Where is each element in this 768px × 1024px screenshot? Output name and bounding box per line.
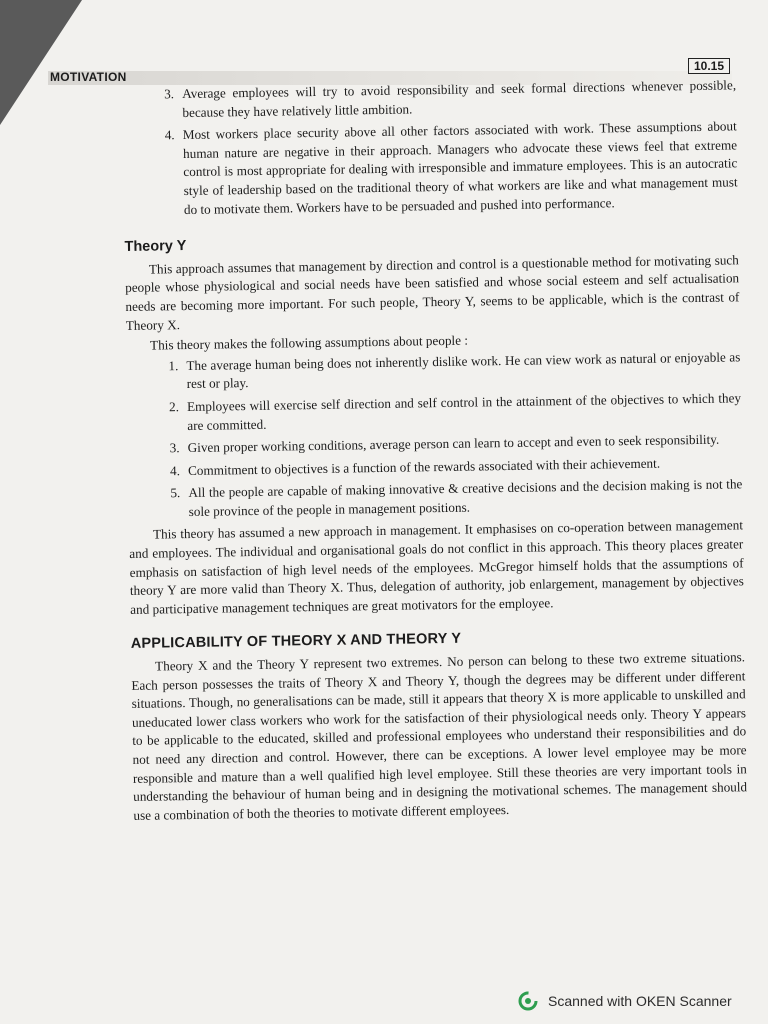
list-number: 1. <box>168 357 179 374</box>
applicability-body: Theory X and the Theory Y represent two extremes. No person can belong to these two extreme situations. Each person possesses the traits of Theory X and Theory Y, though the degrees may be different under different situations. Though, no generalisations can be made, still it appears that theory X is more applicable to unskilled and uneducated lower class workers who work for the satisfaction of their physiological needs only. Theory Y appears to be applicable to the educated, skilled and professional employees who understand their responsibilities and do not need any direction and control. However, there can be exceptions. A lower level employee may be more responsible and mature than a well qualified high level employee. Still these theories are very important tools in understanding the behaviour of human being and in designing the motivational schemes. The management should use a combination of both the theories to motivate different employees. <box>131 649 748 823</box>
list-item <box>126 348 741 395</box>
theory-y-intro: This approach assumes that management by direction and control is a questionable method for motivating such people whose physiological and social needs have been satisfied and whose social esteem and self actualisation needs are becoming more important. For such people, Theory Y, seems to be applicable, which is the contrast of Theory X. <box>125 252 740 333</box>
theory-x-list <box>122 76 738 220</box>
list-number: 3. <box>169 440 180 456</box>
list-text: Most workers place security above all other factors associated with work. These assumptions about human nature are negative in their approach. Managers who advocate these views feel that extreme control is most appropriate for dealing with irresponsible and immature employees. This is an autocratic style of leadership based on the traditional theory of what workers are like and what management must do to motivate them. Workers have to be persuaded and pushed into performance. <box>182 118 738 217</box>
list-item <box>128 476 743 523</box>
scanner-watermark-text: Scanned with OKEN Scanner <box>548 993 732 1009</box>
theory-y-heading: Theory Y <box>124 238 187 256</box>
list-number: 2. <box>168 399 180 415</box>
list-item <box>123 118 738 221</box>
list-text: Commitment to objectives is a function of the rewards associated with their achievement. <box>187 455 661 478</box>
page-content <box>122 76 748 827</box>
list-item <box>127 389 742 436</box>
list-text: Average employees will try to avoid responsibility and seek formal directions whenever possible, because they have relatively little ambition. <box>182 77 737 120</box>
theory-y-assumptions <box>126 348 743 522</box>
scanner-watermark <box>518 990 732 1012</box>
list-text: All the people are capable of making innovative & creative decisions and the decision making is not the sole province of the people in management positions. <box>188 476 743 519</box>
list-text: Employees will exercise self direction and self control in the attainment of the objectives to which they are committed. <box>186 390 742 433</box>
applicability-heading: APPLICABILITY OF THEORY X AND THEORY Y <box>130 631 462 653</box>
list-number: 3. <box>164 86 175 102</box>
section-label: MOTIVATION <box>50 70 127 84</box>
list-number: 4. <box>169 462 181 478</box>
assumptions-lead: This theory makes the following assumptions about people : <box>149 332 469 353</box>
oken-scanner-logo-icon <box>518 991 538 1011</box>
list-text: Given proper working conditions, average person can learn to accept and even to seek responsibility. <box>187 431 720 456</box>
list-number: 5. <box>170 485 181 501</box>
page-number: 10.15 <box>688 58 730 74</box>
list-number: 4. <box>164 127 175 143</box>
theory-y-conclusion: This theory has assumed a new approach in management. It emphasises on co-operation between management and employees. The individual and organisational goals do not conflict in this approach. This theory places greater emphasis on satisfaction of high level needs of the employees. McGregor himself holds that the assumptions of theory Y are more valid than Theory X. Thus, delegation of authority, job enlargement, management by objectives and participative management techniques are great motivators for the employee. <box>129 517 744 617</box>
list-text: The average human being does not inherently dislike work. He can view work as natural or enjoyable as rest or play. <box>186 349 741 392</box>
